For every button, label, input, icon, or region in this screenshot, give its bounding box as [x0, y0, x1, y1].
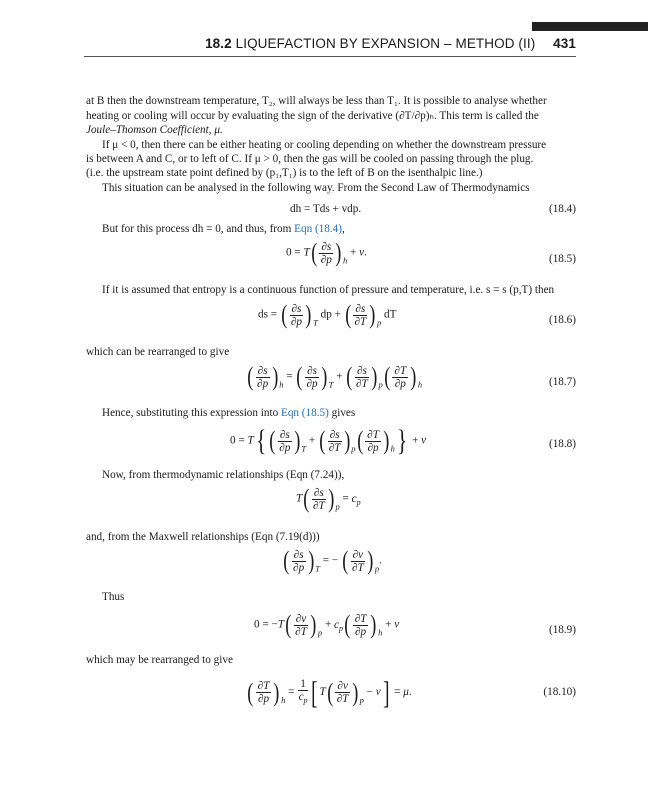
equation-label: (18.7)	[548, 376, 576, 388]
equation-link[interactable]: Eqn (18.5)	[280, 407, 329, 419]
text-line: Thus	[102, 591, 125, 603]
page-number: 431	[553, 36, 576, 51]
text-line: (i.e. the upstream state point defined by (p₁,T₁) is to the left of B on the isenthalpic line.)	[86, 167, 483, 179]
equation-label: (18.8)	[548, 438, 576, 450]
section-number: 18.2	[205, 36, 232, 51]
equation-18-6: ds = ( $\frac{\partial s}{\partial p}$ )$_T$ dp + ( $\frac{\partial s}{\partial T}$ )$_p$ dT	[258, 300, 397, 329]
equation-label: (18.6)	[548, 314, 576, 326]
equation-label: (18.10)	[543, 686, 576, 698]
text-line: at B then the downstream temperature, T₂, will always be less than T₁. It is possible to analyse whether	[86, 95, 547, 107]
text-line: which may be rearranged to give	[86, 654, 233, 666]
equation-cp: T( $\frac{\partial s}{\partial T}$ )$_p = c_p$	[296, 484, 361, 513]
equation-18-7: ( $\frac{\partial s}{\partial p}$ )$_h$ = ( $\frac{\partial s}{\partial p}$ )$_T$ + ( $\frac{\partial s}{\partial T}$ )$_p$( $\frac{\partial T}{\partial p}$ )$_h$	[247, 362, 423, 391]
section-title: LIQUEFACTION BY EXPANSION – METHOD (II)	[235, 36, 536, 51]
text-line: and, from the Maxwell relationships (Eqn (7.19(d)))	[86, 531, 320, 543]
header-bar-decoration	[532, 22, 648, 31]
equation-18-9: 0 = −T( $\frac{\partial v}{\partial T}$ )$_p + c_p$( $\frac{\partial T}{\partial p}$ )$_h + v$	[254, 610, 400, 639]
text-line: Hence, substituting this expression into Eqn (18.5) gives	[102, 407, 356, 419]
text-line: is between A and C, or to left of C. If μ > 0, then the gas will be cooled on passing through the plug.	[86, 153, 534, 165]
header-rule	[84, 56, 576, 57]
text-line: If μ < 0, then there can be either heating or cooling depending on whether the downstream pressure	[102, 139, 547, 151]
equation-18-5: 0 = T( $\frac{\partial s}{\partial p}$ )$_h + v$.	[286, 238, 367, 267]
equation-label: (18.5)	[548, 253, 576, 265]
text-line: which can be rearranged to give	[86, 346, 230, 358]
equation-label: (18.9)	[548, 624, 576, 636]
equation-maxwell: ( $\frac{\partial s}{\partial p}$ )$_T$ = − ( $\frac{\partial v}{\partial T}$ )$_p$.	[283, 546, 382, 575]
equation-18-4: dh = Tds + vdp.	[290, 203, 362, 215]
equation-18-10: ( $\frac{\partial T}{\partial p}$ )$_h$ = $\frac{1}{c_p}$ [ T( $\frac{\partial v}{\partial T}$ )$_p - v] = \mu$.	[247, 674, 412, 710]
equation-18-8: 0 = T{ ( $\frac{\partial s}{\partial p}$ )$_T$ + ( $\frac{\partial s}{\partial T}$ )$_p$( $\frac{\partial T}{\partial p}$ )$_h\} + v$	[230, 424, 427, 457]
equation-link[interactable]: Eqn (18.4)	[294, 223, 342, 235]
text-line: This situation can be analysed in the following way. From the Second Law of Thermodynamics	[102, 182, 530, 194]
text-line: But for this process dh = 0, and thus, from Eqn (18.4),	[102, 223, 345, 235]
text-line: heating or cooling will occur by evaluating the sign of the derivative (∂T/∂p)ₕ. This term is called the	[86, 110, 539, 122]
equation-label: (18.4)	[548, 203, 576, 215]
text-line: Now, from thermodynamic relationships (Eqn (7.24)),	[102, 469, 345, 481]
text-line: Joule–Thomson Coefficient, μ.	[86, 124, 223, 136]
text-line: If it is assumed that entropy is a continuous function of pressure and temperature, i.e. s = s (p,T) then	[102, 284, 555, 296]
running-header	[205, 36, 576, 51]
